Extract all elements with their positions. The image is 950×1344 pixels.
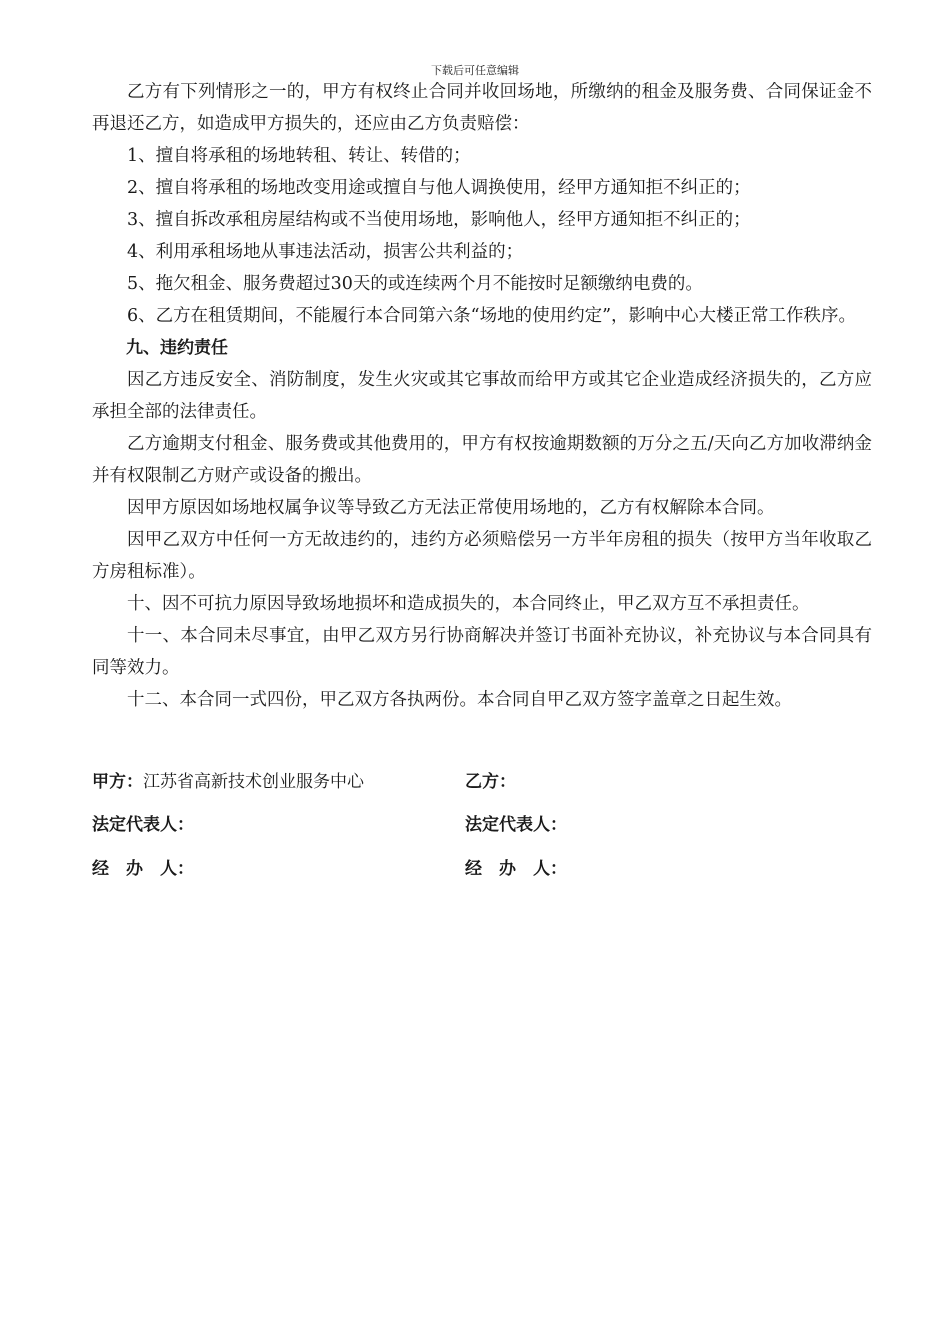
signature-block-handler [92, 857, 872, 881]
handler-a-label: 经 办 人： [92, 859, 194, 879]
breach-paragraph-fire-safety: 因乙方违反安全、消防制度，发生火灾或其它事故而给甲方或其它企业造成经济损失的，乙方应承担全部的法律责任。 [92, 370, 872, 422]
clause-ten-force-majeure: 十、因不可抗力原因导致场地损坏和造成损失的，本合同终止，甲乙双方互不承担责任。 [127, 594, 810, 614]
signature-block-legal-rep [92, 813, 872, 837]
breach-paragraph-party-a-cause: 因甲方原因如场地权属争议等导致乙方无法正常使用场地的，乙方有权解除本合同。 [127, 498, 775, 518]
party-a-name: 江苏省高新技术创业服务中心 [143, 772, 364, 792]
party-b-label: 乙方： [465, 772, 516, 792]
termination-clause-6: 6、乙方在租赁期间，不能履行本合同第六条“场地的使用约定”，影响中心大楼正常工作秩序。 [127, 306, 857, 326]
signature-block [92, 770, 872, 794]
termination-clause-2: 2、擅自将承租的场地改变用途或擅自与他人调换使用，经甲方通知拒不纠正的； [127, 178, 751, 198]
legal-rep-b-label: 法定代表人： [465, 815, 567, 835]
signature-row-handler [92, 857, 872, 881]
clause-twelve-copies: 十二、本合同一式四份，甲乙双方各执两份。本合同自甲乙双方签字盖章之日起生效。 [127, 690, 792, 710]
section-heading-breach-liability: 九、违约责任 [126, 338, 228, 358]
contract-body [92, 76, 872, 716]
legal-rep-a-label: 法定代表人： [92, 815, 194, 835]
signature-row-parties [92, 770, 872, 794]
party-b-signature [465, 770, 516, 794]
handler-b-label: 经 办 人： [465, 859, 567, 879]
party-a-signature [92, 770, 364, 794]
breach-paragraph-default: 因甲乙双方中任何一方无故违约的，违约方必须赔偿另一方半年房租的损失（按甲方当年收取乙方房租标准）。 [92, 530, 872, 582]
termination-clause-3: 3、擅自拆改承租房屋结构或不当使用场地，影响他人，经甲方通知拒不纠正的； [127, 210, 751, 230]
clause-eleven-supplement: 十一、本合同未尽事宜，由甲乙双方另行协商解决并签订书面补充协议，补充协议与本合同具有同等效力。 [92, 626, 872, 678]
header-note: 下载后可任意编辑 [431, 64, 519, 77]
termination-clause-4: 4、利用承租场地从事违法活动，损害公共利益的； [127, 242, 524, 262]
termination-clause-1: 1、擅自将承租的场地转租、转让、转借的； [127, 146, 471, 166]
signature-row-legal-rep [92, 813, 872, 837]
breach-paragraph-late-payment: 乙方逾期支付租金、服务费或其他费用的，甲方有权按逾期数额的万分之五/天向乙方加收滞纳金并有权限制乙方财产或设备的搬出。 [92, 434, 872, 486]
termination-clause-5: 5、拖欠租金、服务费超过30天的或连续两个月不能按时足额缴纳电费的。 [127, 274, 703, 294]
termination-intro-paragraph: 乙方有下列情形之一的，甲方有权终止合同并收回场地，所缴纳的租金及服务费、合同保证金不再退还乙方，如造成甲方损失的，还应由乙方负责赔偿： [92, 82, 872, 134]
party-a-label: 甲方： [92, 772, 143, 792]
